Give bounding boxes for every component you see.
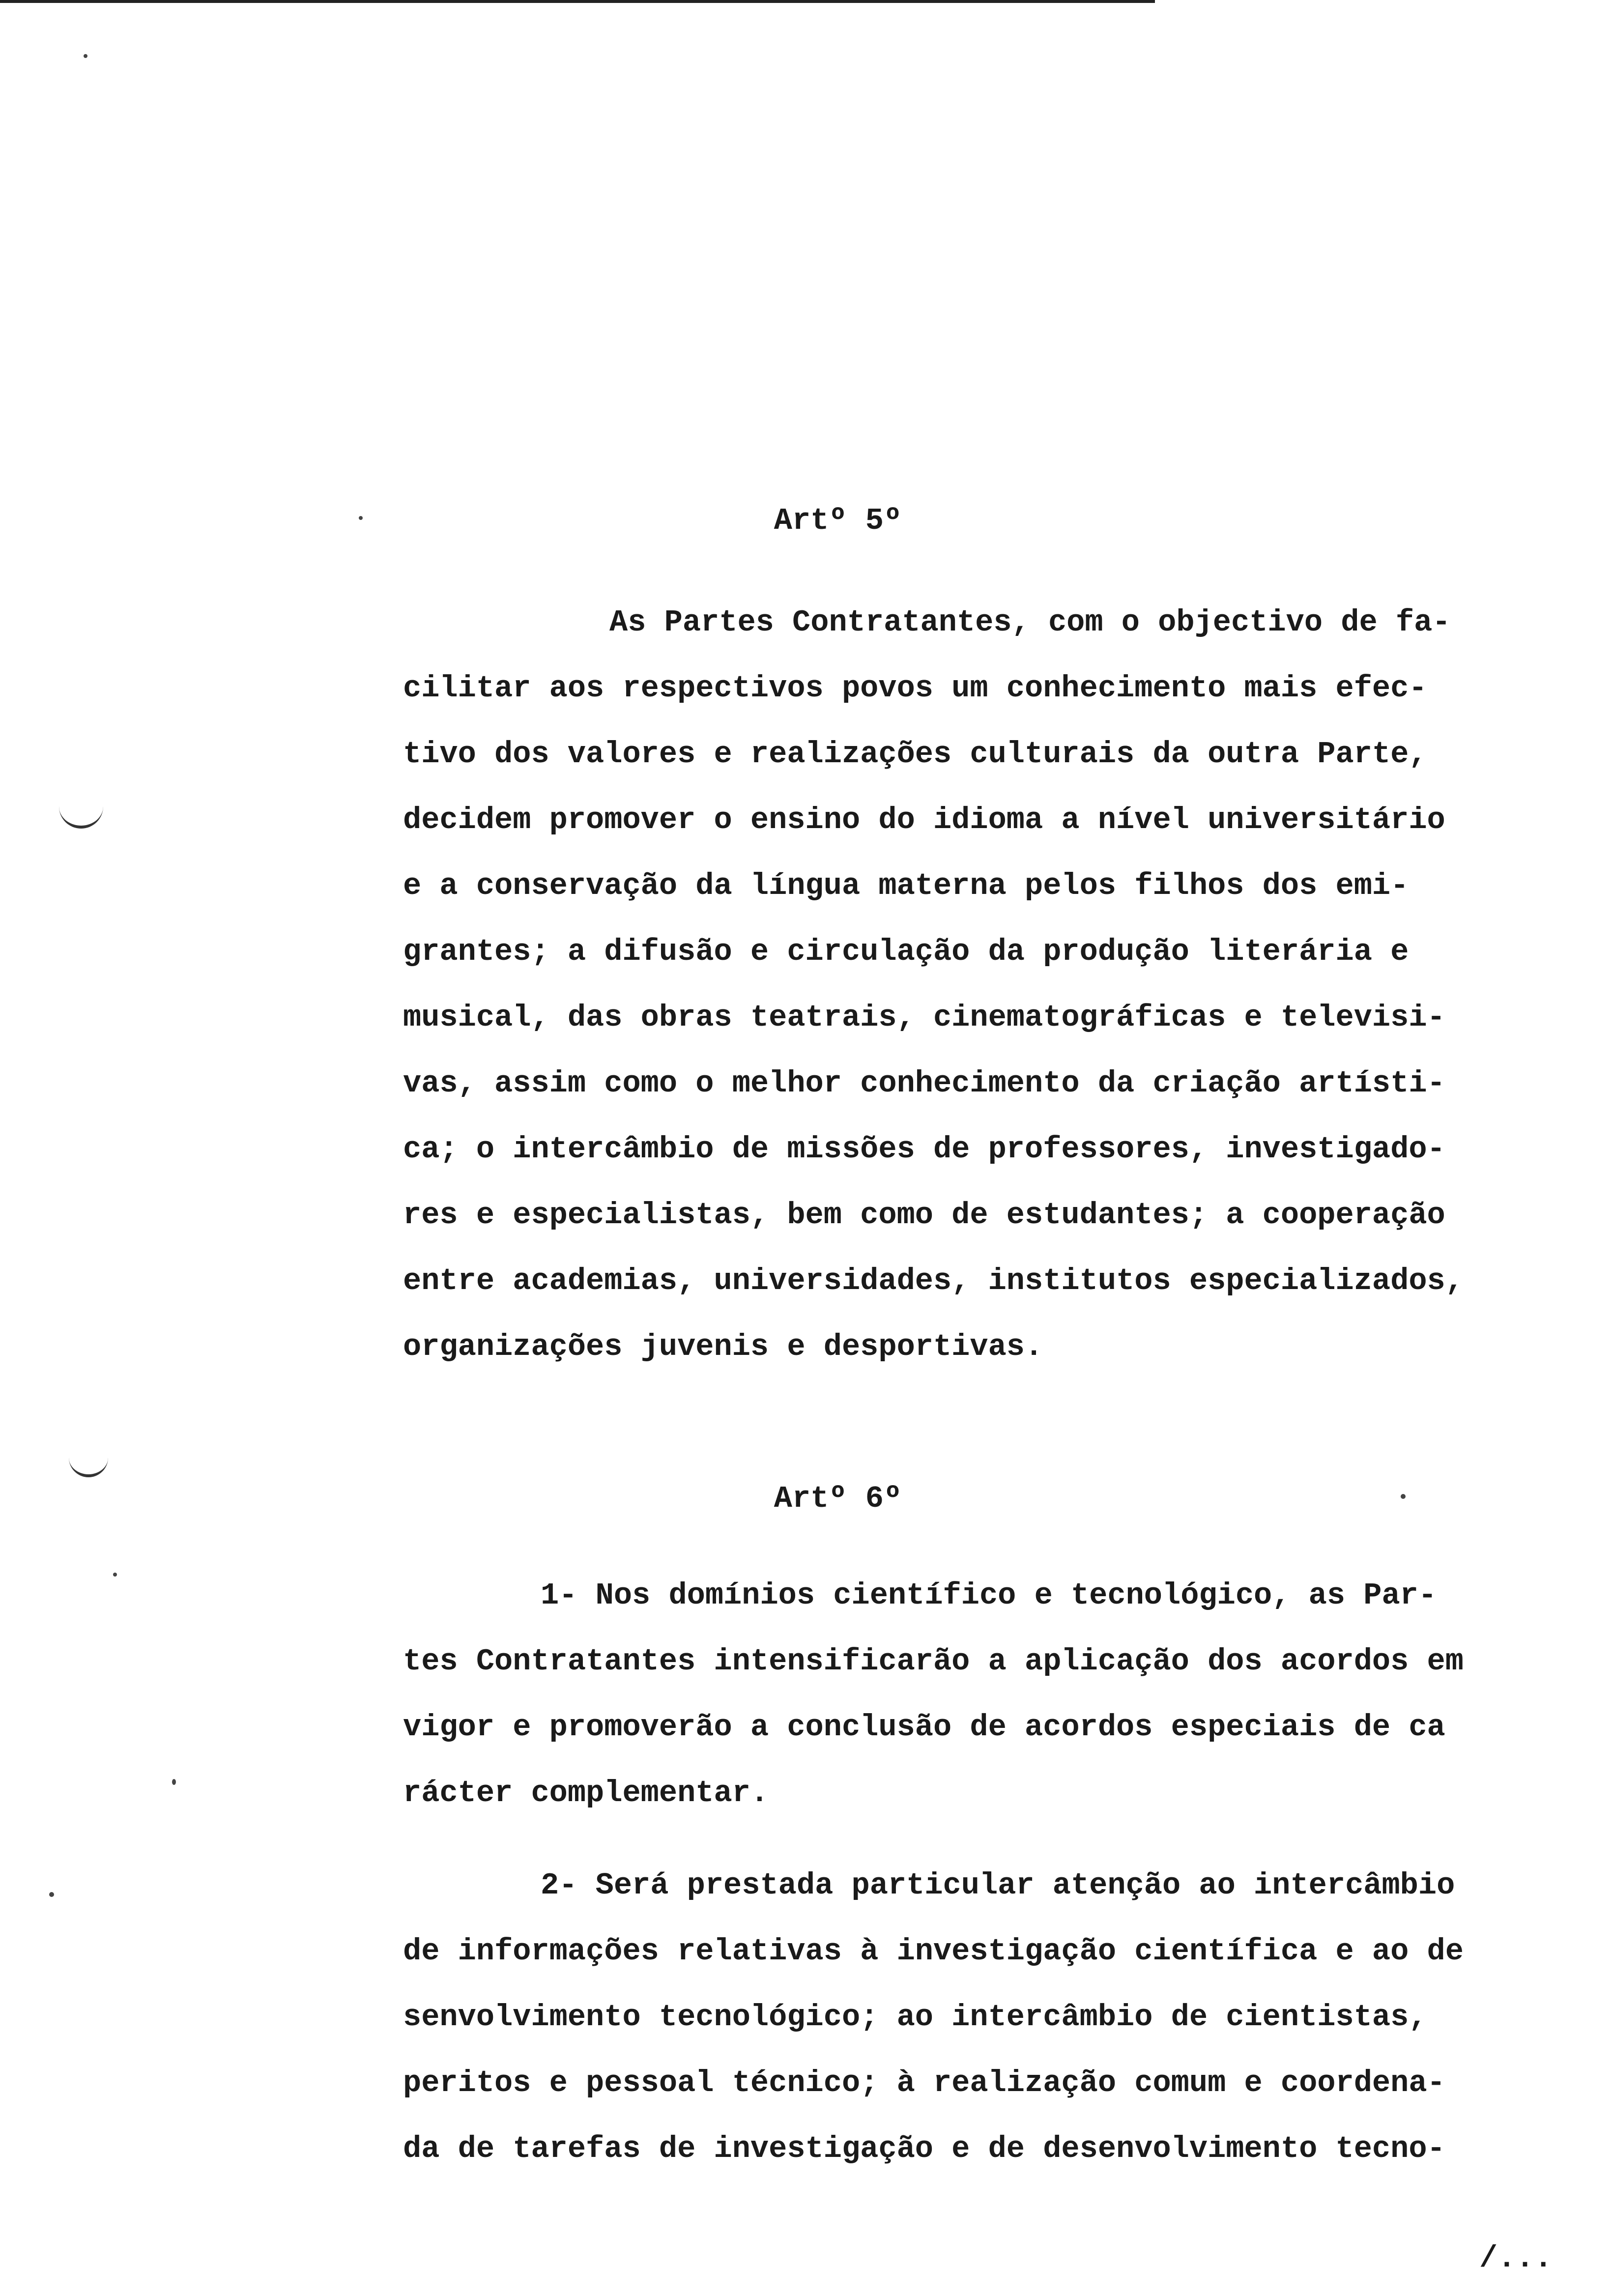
paragraph-line: rácter complementar. bbox=[403, 1776, 769, 1810]
paragraph-line: 2- Será prestada particular atenção ao intercâmbio bbox=[541, 1868, 1455, 1903]
paragraph-line: decidem promover o ensino do idioma a nível universitário bbox=[403, 803, 1445, 837]
top-rule bbox=[0, 0, 1155, 3]
paragraph-line: musical, das obras teatrais, cinematográficas e televisi- bbox=[403, 1000, 1445, 1035]
paragraph-line: organizações juvenis e desportivas. bbox=[403, 1329, 1043, 1364]
paragraph-line: As Partes Contratantes, com o objectivo de fa- bbox=[609, 605, 1451, 640]
article-5-paragraph bbox=[403, 590, 1592, 1380]
paragraph-line: cilitar aos respectivos povos um conhecimento mais efec- bbox=[403, 671, 1427, 706]
paragraph-line: grantes; a difusão e circulação da produção literária e bbox=[403, 934, 1409, 969]
paragraph-line: 1- Nos domínios científico e tecnológico, as Par- bbox=[541, 1578, 1437, 1613]
scan-speck bbox=[49, 1892, 54, 1897]
scan-speck bbox=[172, 1779, 176, 1785]
paragraph-line: da de tarefas de investigação e de desenvolvimento tecno- bbox=[403, 2131, 1445, 2166]
continuation-mark: /... bbox=[1479, 2241, 1553, 2276]
scan-speck bbox=[84, 54, 87, 58]
paragraph-line: tes Contratantes intensificarão a aplicação dos acordos em bbox=[403, 1644, 1464, 1679]
paragraph-line: vas, assim como o melhor conhecimento da criação artísti- bbox=[403, 1066, 1445, 1101]
article-5-heading: Artº 5º bbox=[774, 503, 902, 538]
paragraph-line: ca; o intercâmbio de missões de professores, investigado- bbox=[403, 1132, 1445, 1167]
paragraph-line: tivo dos valores e realizações culturais da outra Parte, bbox=[403, 737, 1427, 772]
paragraph-line: e a conservação da língua materna pelos filhos dos emi- bbox=[403, 868, 1409, 903]
margin-mark bbox=[69, 1455, 108, 1477]
article-6-paragraph-2 bbox=[403, 1853, 1592, 2182]
scan-speck bbox=[113, 1573, 117, 1577]
paragraph-line: entre academias, universidades, institutos especializados, bbox=[403, 1263, 1464, 1298]
scan-speck bbox=[1401, 1494, 1406, 1499]
article-6-heading: Artº 6º bbox=[774, 1481, 902, 1516]
paragraph-line: res e especialistas, bem como de estudantes; a cooperação bbox=[403, 1198, 1445, 1233]
scan-speck bbox=[359, 516, 363, 520]
paragraph-line: peritos e pessoal técnico; à realização comum e coordena- bbox=[403, 2066, 1445, 2100]
paragraph-line: vigor e promoverão a conclusão de acordos especiais de ca bbox=[403, 1710, 1445, 1745]
margin-mark bbox=[59, 806, 103, 829]
article-6-paragraph-1 bbox=[403, 1563, 1592, 1826]
paragraph-line: senvolvimento tecnológico; ao intercâmbio de cientistas, bbox=[403, 2000, 1427, 2035]
paragraph-line: de informações relativas à investigação científica e ao de bbox=[403, 1934, 1464, 1969]
